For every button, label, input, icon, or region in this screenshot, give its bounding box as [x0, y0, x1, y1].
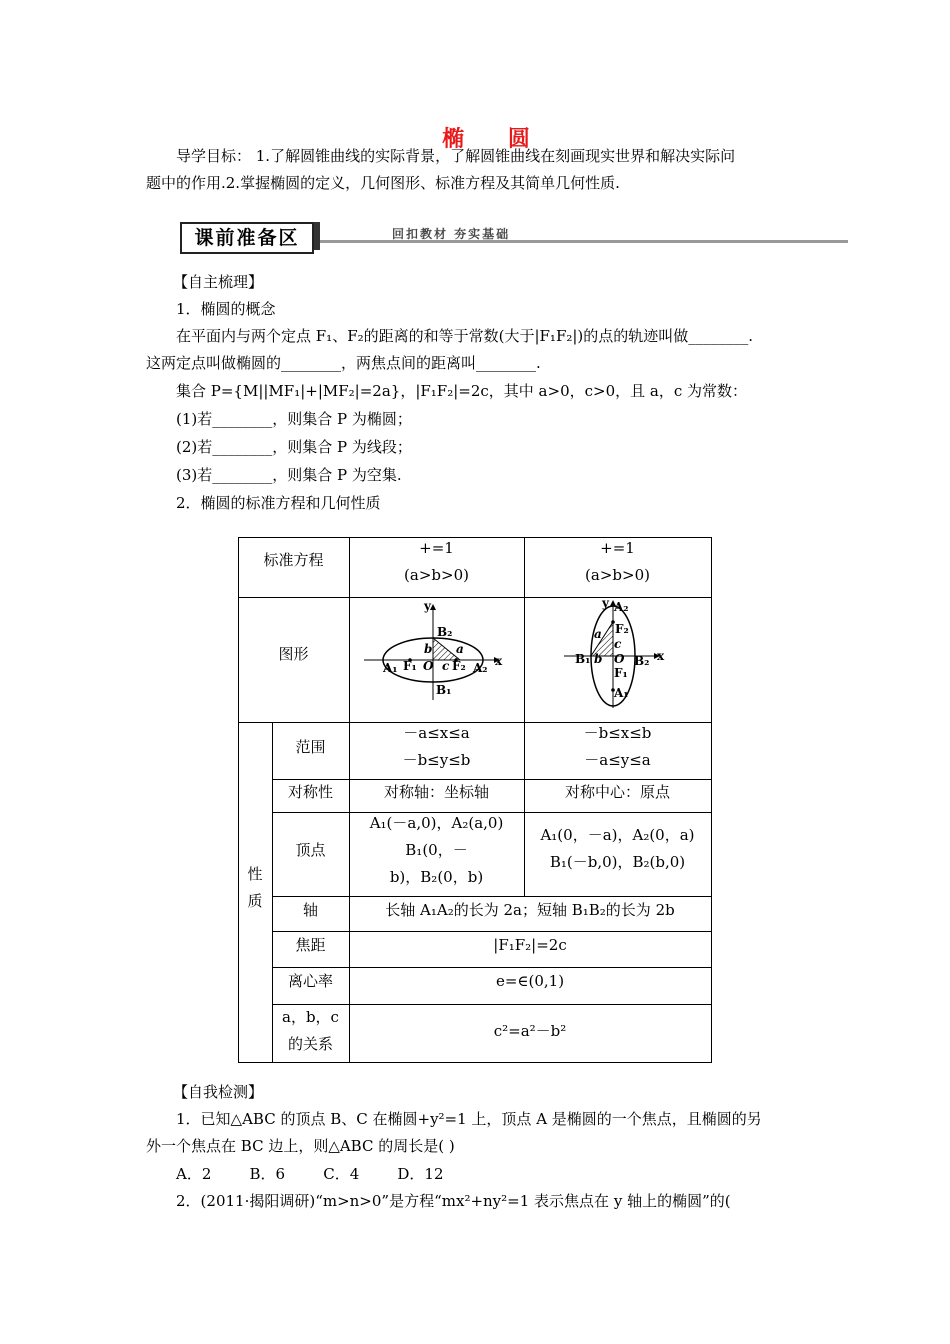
- concept-text-1: 在平面内与两个定点 F₁、F₂的距离的和等于常数(大于|F₁F₂|)的点的轨迹叫做________.: [176, 327, 754, 345]
- question-1-options: A．2 B．6 C．4 D．12: [176, 1165, 444, 1183]
- row-label-figure: 图形: [278, 645, 309, 663]
- fig2-F2-label: F₂: [615, 622, 629, 636]
- case-1: (1)若________，则集合 P 为椭圆；: [176, 410, 412, 428]
- properties-heading: 2．椭圆的标准方程和几何性质: [176, 494, 381, 512]
- fig1-F1-label: F₁: [403, 659, 417, 673]
- fig2-B1-label: B₁: [575, 652, 591, 666]
- fig2-O-label: O: [614, 652, 625, 666]
- row-label-relation-1: a，b，c: [282, 1008, 339, 1026]
- vertex-horizontal-line3: b)，B₂(0，b): [389, 868, 484, 886]
- fig2-c-label: c: [614, 637, 622, 651]
- range-horizontal-y: －b≤y≤b: [402, 751, 471, 769]
- vertex-horizontal-line2: B₁(0，－: [405, 841, 468, 859]
- self-study-heading: 【自主梳理】: [173, 273, 264, 291]
- row-label-relation-2: 的关系: [287, 1035, 333, 1053]
- vertex-horizontal-line1: A₁(－a,0)，A₂(a,0): [369, 814, 504, 832]
- abc-relation: c²=a²－b²: [493, 1022, 567, 1040]
- fig2-y-label: y: [602, 596, 609, 610]
- eccentricity: e=∈(0,1): [495, 972, 565, 990]
- fig1-A2-label: A₂: [473, 661, 488, 675]
- concept-text-2: 这两定点叫做椭圆的________，两焦点间的距离叫________.: [146, 354, 541, 372]
- row-label-range: 范围: [295, 738, 326, 756]
- fig2-b-label: b: [594, 652, 603, 666]
- row-label-axis: 轴: [302, 901, 318, 919]
- symmetry-center: 对称中心：原点: [564, 783, 670, 801]
- std-eq-horizontal-condition: (a>b>0): [404, 566, 469, 584]
- fig2-x-label: x: [657, 649, 665, 663]
- std-eq-vertical: +=1: [600, 539, 635, 557]
- fig2-A2-label: A₂: [614, 600, 629, 614]
- section-banner: [180, 222, 314, 254]
- row-label-standard-equation: 标准方程: [263, 551, 324, 569]
- fig1-b-label: b: [424, 642, 433, 656]
- fig2-A1-label: A₁: [614, 686, 629, 700]
- std-eq-horizontal: +=1: [419, 539, 454, 557]
- axis-lengths: 长轴 A₁A₂的长为 2a；短轴 B₁B₂的长为 2b: [385, 901, 675, 919]
- page-title: 椭 圆: [442, 126, 548, 152]
- question-1-line2: 外一个焦点在 BC 边上，则△ABC 的周长是( ): [146, 1137, 455, 1155]
- row-label-eccentricity: 离心率: [287, 972, 333, 990]
- learning-goals-line1: 导学目标： 1.了解圆锥曲线的实际背景，了解圆锥曲线在刻画现实世界和解决实际问: [176, 147, 736, 165]
- fig1-F2-label: F₂: [452, 659, 466, 673]
- fig2-F1-label: F₁: [614, 666, 628, 680]
- group-label-properties-2: 质: [247, 892, 263, 910]
- symmetry-axis: 对称轴：坐标轴: [383, 783, 489, 801]
- set-definition: 集合 P={M||MF₁|+|MF₂|=2a}，|F₁F₂|=2c，其中 a>0，c>0，且 a，c 为常数：: [176, 382, 748, 400]
- fig1-A1-label: A₁: [383, 661, 398, 675]
- fig1-c-label: c: [442, 659, 450, 673]
- row-label-symmetry: 对称性: [287, 783, 333, 801]
- banner-divider: [314, 222, 320, 250]
- learning-goals-line2: 题中的作用.2.掌握椭圆的定义，几何图形、标准方程及其简单几何性质.: [146, 174, 620, 192]
- fig1-B1-label: B₁: [436, 683, 452, 697]
- row-label-vertex: 顶点: [295, 841, 326, 859]
- fig1-y-label: y: [424, 599, 431, 613]
- range-vertical-x: －b≤x≤b: [583, 724, 652, 742]
- range-horizontal-x: －a≤x≤a: [403, 724, 470, 742]
- focal-distance: |F₁F₂|=2c: [493, 936, 567, 954]
- std-eq-vertical-condition: (a>b>0): [585, 566, 650, 584]
- fig1-O-label: O: [423, 659, 434, 673]
- fig2-a-label: a: [594, 627, 602, 641]
- vertex-vertical-line2: B₁(－b,0)，B₂(b,0): [549, 853, 686, 871]
- row-label-focal-distance: 焦距: [295, 936, 326, 954]
- case-3: (3)若________，则集合 P 为空集.: [176, 466, 402, 484]
- fig1-x-label: x: [495, 654, 503, 668]
- group-label-properties-1: 性: [247, 865, 263, 883]
- fig1-B2-label: B₂: [437, 625, 453, 639]
- question-1-line1: 1．已知△ABC 的顶点 B、C 在椭圆+y²=1 上，顶点 A 是椭圆的一个焦点，且椭圆的另: [176, 1110, 762, 1128]
- banner-label: 课前准备区: [194, 227, 300, 249]
- banner-subtitle: 回扣教材 夯实基础: [392, 227, 511, 241]
- case-2: (2)若________，则集合 P 为线段；: [176, 438, 412, 456]
- self-test-heading: 【自我检测】: [173, 1083, 264, 1101]
- range-vertical-y: －a≤y≤a: [584, 751, 651, 769]
- fig1-a-label: a: [456, 642, 464, 656]
- fig2-B2-label: B₂: [634, 654, 650, 668]
- question-2-line1: 2．(2011·揭阳调研)“m>n>0”是方程“mx²+ny²=1 表示焦点在 y 轴上的椭圆”的(: [176, 1192, 731, 1210]
- concept-heading: 1．椭圆的概念: [176, 300, 276, 318]
- vertex-vertical-line1: A₁(0，－a)，A₂(0，a): [540, 826, 695, 844]
